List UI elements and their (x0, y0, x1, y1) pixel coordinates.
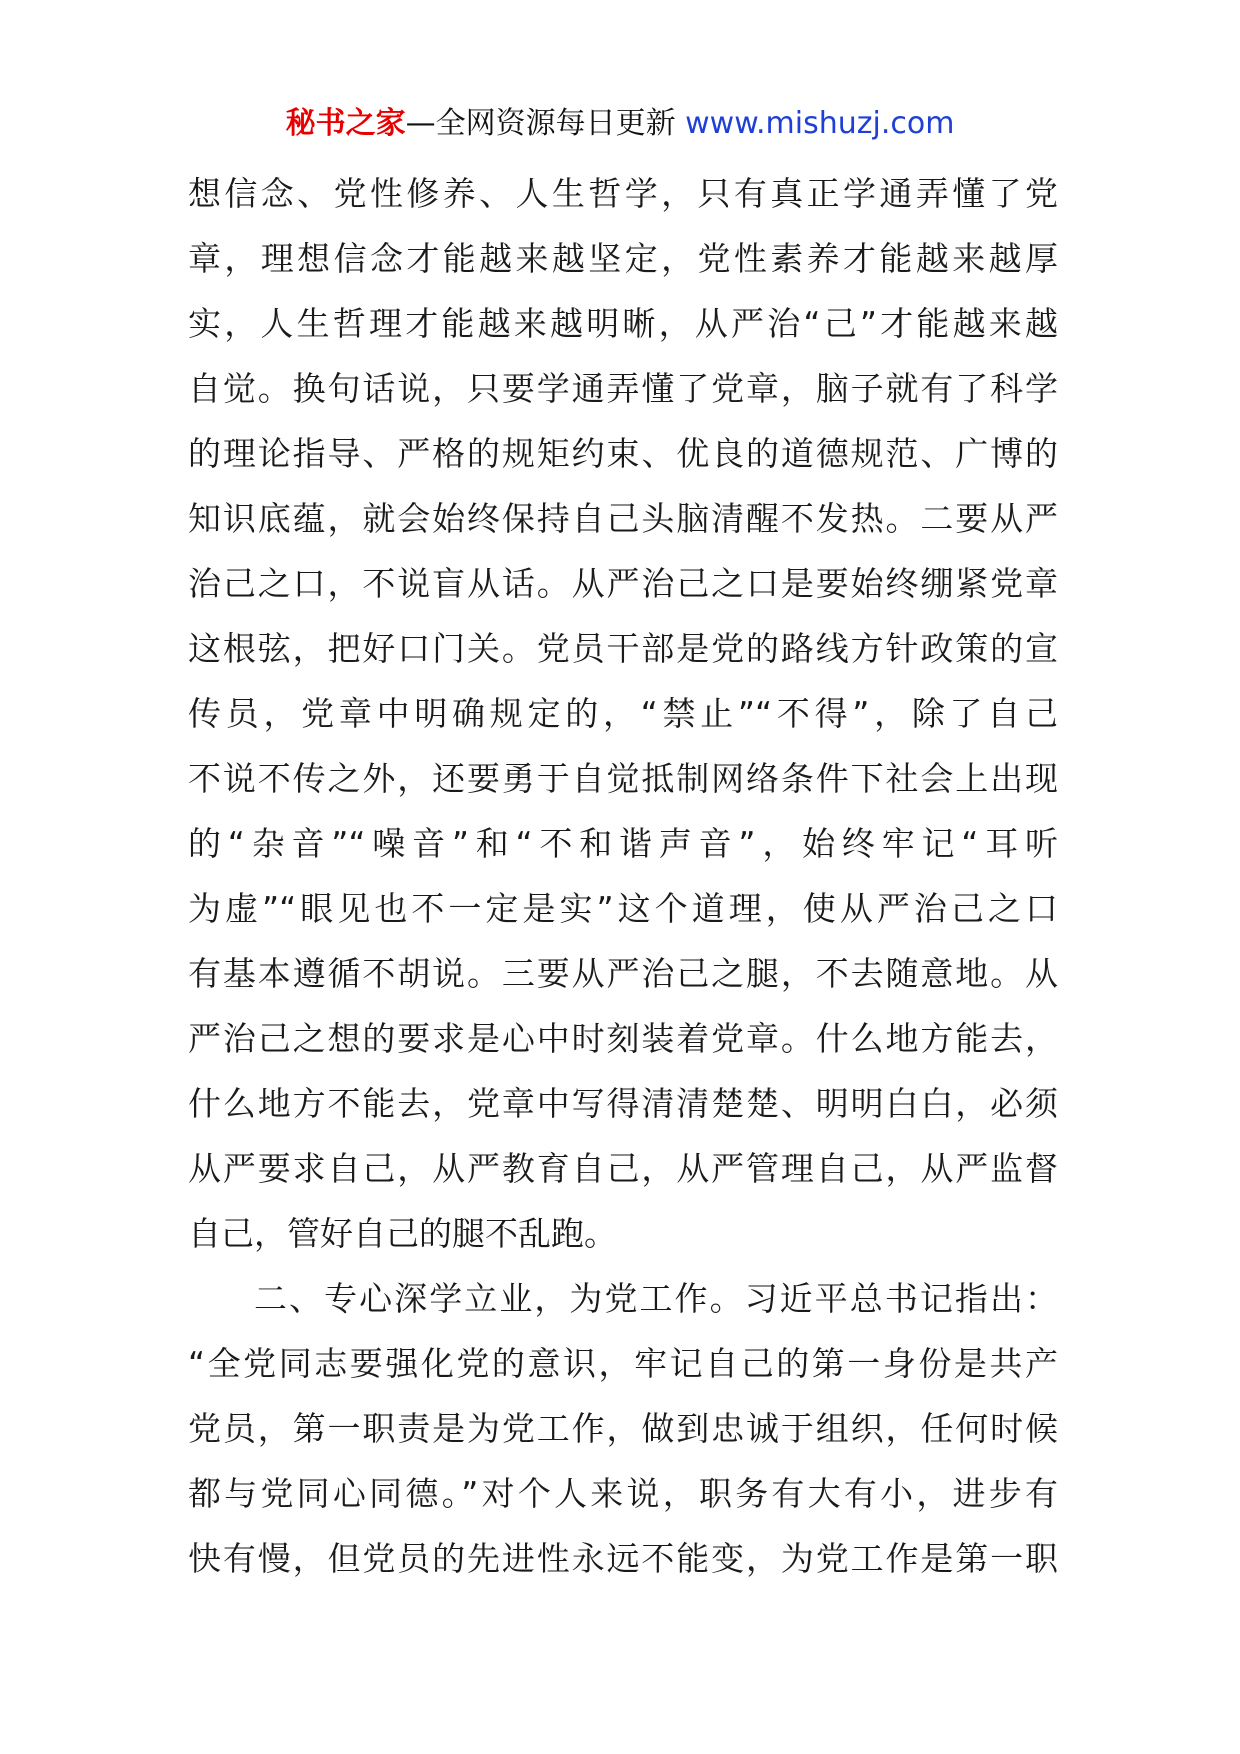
text-line: 的“杂音”“噪音”和“不和谐声音”，始终牢记“耳听 (188, 824, 1058, 863)
document-body (188, 161, 1058, 1591)
page-header (0, 100, 1240, 148)
text-line: 知识底蕴，就会始终保持自己头脑清醒不发热。二要从严 (188, 499, 1058, 538)
text-line: 从严要求自己，从严教育自己，从严管理自己，从严监督 (188, 1149, 1058, 1188)
text-line: 什么地方不能去，党章中写得清清楚楚、明明白白，必须 (188, 1084, 1058, 1123)
text-line: 传员，党章中明确规定的，“禁止”“不得”，除了自己 (188, 694, 1058, 733)
text-line: “全党同志要强化党的意识，牢记自己的第一身份是共产 (188, 1344, 1058, 1383)
text-line: 党员，第一职责是为党工作，做到忠诚于组织，任何时候 (188, 1409, 1058, 1448)
text-line: 自觉。换句话说，只要学通弄懂了党章，脑子就有了科学 (188, 369, 1058, 408)
paragraph-end-line: 自己，管好自己的腿不乱跑。 (188, 1214, 617, 1253)
header-slogan: —全网资源每日更新 (405, 106, 686, 141)
text-line: 治己之口，不说盲从话。从严治己之口是要始终绷紧党章 (188, 564, 1058, 603)
text-line: 为虚”“眼见也不一定是实”这个道理，使从严治己之口 (188, 889, 1058, 928)
section-heading-line: 二、专心深学立业，为党工作。习近平总书记指出： (254, 1279, 1058, 1318)
header-brand: 秘书之家 (285, 106, 406, 141)
text-line: 都与党同心同德。”对个人来说，职务有大有小，进步有 (188, 1474, 1058, 1513)
text-line: 的理论指导、严格的规矩约束、优良的道德规范、广博的 (188, 434, 1058, 473)
text-line: 快有慢，但党员的先进性永远不能变，为党工作是第一职 (188, 1539, 1058, 1578)
text-line: 这根弦，把好口门关。党员干部是党的路线方针政策的宣 (188, 629, 1058, 668)
text-line: 严治己之想的要求是心中时刻装着党章。什么地方能去， (188, 1019, 1058, 1058)
text-line: 实，人生哲理才能越来越明晰，从严治“己”才能越来越 (188, 304, 1058, 343)
header-url-link[interactable]: www.mishuzj.com (685, 106, 955, 141)
text-line: 不说不传之外，还要勇于自觉抵制网络条件下社会上出现 (188, 759, 1058, 798)
text-line: 有基本遵循不胡说。三要从严治己之腿，不去随意地。从 (188, 954, 1058, 993)
text-line: 章，理想信念才能越来越坚定，党性素养才能越来越厚 (188, 239, 1058, 278)
text-line: 想信念、党性修养、人生哲学，只有真正学通弄懂了党 (188, 174, 1058, 213)
